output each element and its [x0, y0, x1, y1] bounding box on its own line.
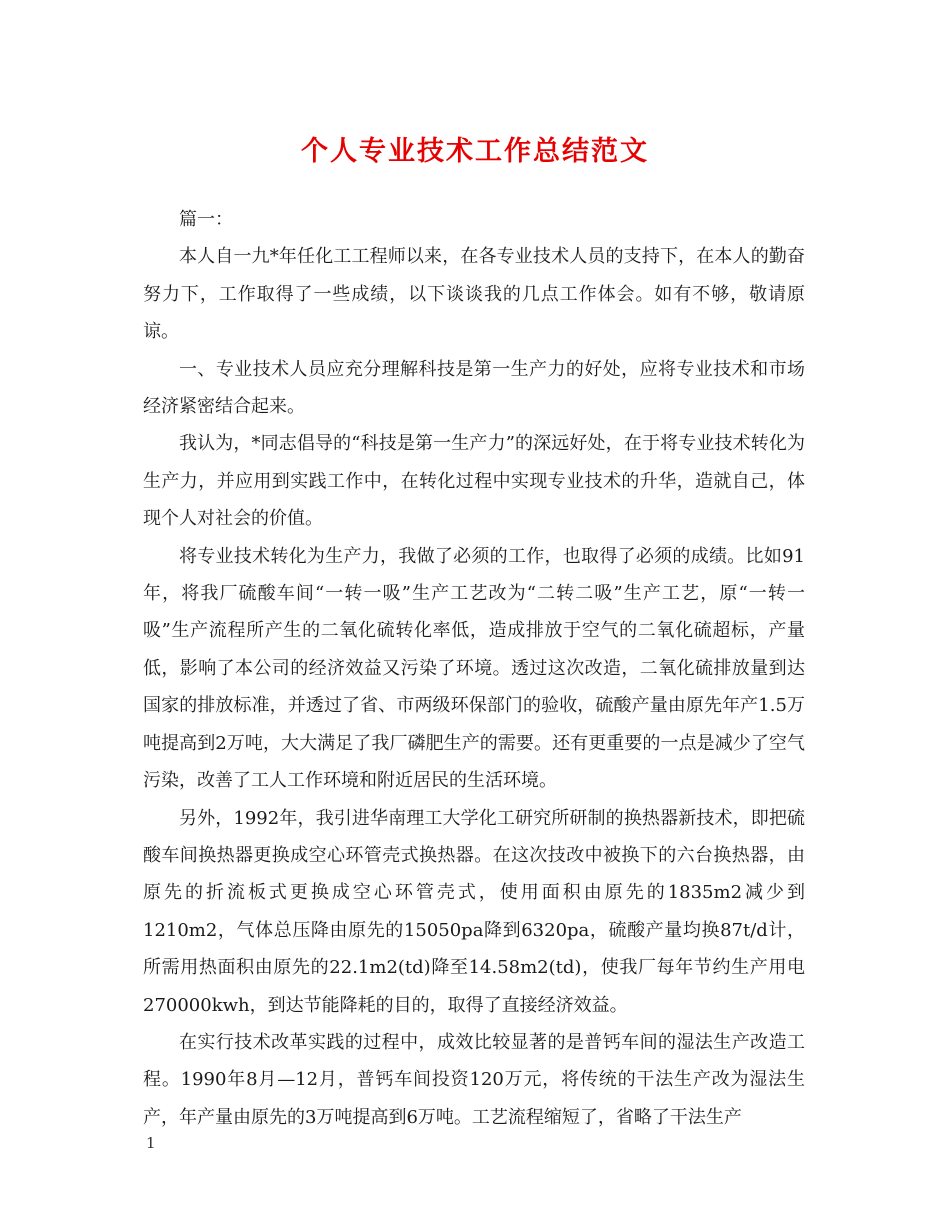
paragraph: 我认为，*同志倡导的“科技是第一生产力”的深远好处，在于将专业技术转化为生产力，并应用到实践工作中，在转化过程中实现专业技术的升华，造就自己，体现个人对社会的价值。 — [143, 433, 805, 530]
paragraph: 另外，1992年，我引进华南理工大学化工研究所研制的换热器新技术，即把硫酸车间换热器更换成空心环管壳式换热器。在这次技改中被换下的六台换热器，由原先的折流板式更换成空心环管壳式，使用面积由原先的1835m2减少到1210m2，气体总压降由原先的15050pa降到6320pa，硫酸产量均换87t/d计，所需用热面积由原先的22.1m2(td)降至14.58m2(td)，使我厂每年节约生产用电270000kwh，到达节能降耗的目的，取得了直接经济效益。 — [143, 807, 805, 1016]
paragraph: 一、专业技术人员应充分理解科技是第一生产力的好处，应将专业技术和市场经济紧密结合起来。 — [143, 358, 805, 418]
document-title: 个人专业技术工作总结范文 — [301, 136, 649, 167]
paragraph: 本人自一九*年任化工工程师以来，在各专业技术人员的支持下，在本人的勤奋努力下，工作取得了一些成绩，以下谈谈我的几点工作体会。如有不够，敬请原谅。 — [143, 246, 805, 343]
paragraph: 在实行技术改革实践的过程中，成效比较显著的是普钙车间的湿法生产改造工程。1990年8月—12月，普钙车间投资120万元，将传统的干法生产改为湿法生产，年产量由原先的3万吨提高到6万吨。工艺流程缩短了，省略了干法生产 — [143, 1031, 805, 1128]
document-body — [143, 201, 805, 1136]
paragraph: 将专业技术转化为生产力，我做了必须的工作，也取得了必须的成绩。比如91年，将我厂硫酸车间“一转一吸”生产工艺改为“二转二吸”生产工艺，原“一转一吸”生产流程所产生的二氧化硫转化率低，造成排放于空气的二氧化硫超标，产量低，影响了本公司的经济效益又污染了环境。透过这次改造，二氧化硫排放量到达国家的排放标准，并透过了省、市两级环保部门的验收，硫酸产量由原先年产1.5万吨提高到2万吨，大大满足了我厂磷肥生产的需要。还有更重要的一点是减少了空气污染，改善了工人工作环境和附近居民的生活环境。 — [143, 545, 805, 792]
page-number: 1 — [146, 1134, 156, 1152]
paragraph-section-heading: 篇一： — [179, 209, 233, 230]
